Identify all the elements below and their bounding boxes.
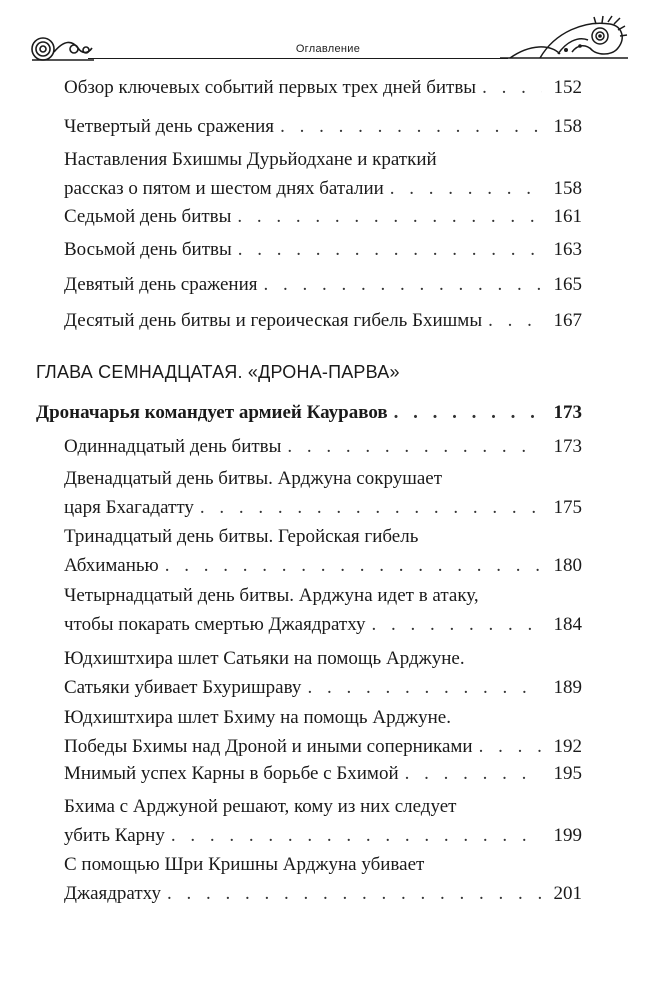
toc-entry-title: чтобы покарать смертью Джаядратху bbox=[64, 614, 366, 635]
toc-entry[interactable] bbox=[64, 522, 582, 580]
toc-entry-title: Абхиманью bbox=[64, 555, 159, 576]
toc-entry-title: Юдхиштхира шлет Бхиму на помощь Арджуне. bbox=[64, 707, 451, 728]
toc-entry-title: Победы Бхимы над Дроной и иными соперниками bbox=[64, 736, 473, 757]
dot-leader bbox=[165, 551, 542, 580]
chapter-heading[interactable]: ГЛАВА СЕМНАДЦАТАЯ. «ДРОНА-ПАРВА» bbox=[36, 362, 400, 382]
toc-page-number: 201 bbox=[553, 883, 582, 904]
toc-entry[interactable] bbox=[64, 202, 582, 231]
dot-leader bbox=[200, 493, 542, 522]
toc-section-entry[interactable] bbox=[36, 398, 582, 427]
toc-page-number: 199 bbox=[553, 825, 582, 846]
right-ornament-icon bbox=[500, 14, 628, 64]
running-head: Оглавление bbox=[295, 43, 361, 55]
dot-leader bbox=[238, 235, 542, 264]
toc-page-number: 167 bbox=[553, 310, 582, 331]
dot-leader bbox=[280, 112, 542, 141]
toc-entry-title: убить Карну bbox=[64, 825, 165, 846]
toc-entry-title: Джаядратху bbox=[64, 883, 161, 904]
dot-leader bbox=[482, 73, 542, 102]
toc-entry[interactable] bbox=[64, 270, 582, 299]
dot-leader bbox=[488, 306, 542, 335]
toc-entry[interactable] bbox=[64, 432, 582, 461]
toc-entry[interactable] bbox=[64, 73, 582, 102]
toc-entry[interactable] bbox=[64, 145, 582, 203]
toc-page-number: 175 bbox=[553, 497, 582, 518]
toc-entry-title: рассказ о пятом и шестом днях баталии bbox=[64, 178, 384, 199]
toc-page-number: 184 bbox=[553, 614, 582, 635]
toc-entry[interactable] bbox=[64, 644, 582, 702]
toc-entry-title: Бхима с Арджуной решают, кому из них следует bbox=[64, 796, 457, 817]
toc-page-number: 163 bbox=[553, 239, 582, 260]
toc-entry-title: Одиннадцатый день битвы bbox=[64, 436, 282, 457]
toc-page-number: 195 bbox=[553, 763, 582, 784]
dot-leader bbox=[405, 759, 542, 788]
toc-page-number: 180 bbox=[553, 555, 582, 576]
toc-entry-title: Сатьяки убивает Бхуришраву bbox=[64, 677, 302, 698]
toc-page-number: 165 bbox=[553, 274, 582, 295]
toc-entry[interactable] bbox=[64, 703, 582, 761]
dot-leader bbox=[264, 270, 542, 299]
toc-entry-title: Десятый день битвы и героическая гибель Бхишмы bbox=[64, 310, 483, 331]
toc-entry[interactable] bbox=[64, 850, 582, 908]
dot-leader bbox=[237, 202, 542, 231]
toc-entry-title: С помощью Шри Кришны Арджуна убивает bbox=[64, 854, 425, 875]
toc-entry[interactable] bbox=[64, 306, 582, 335]
dot-leader bbox=[287, 432, 542, 461]
header-rule bbox=[88, 58, 508, 59]
dot-leader bbox=[171, 821, 542, 850]
toc-entry[interactable] bbox=[64, 581, 582, 639]
toc-page-number: 161 bbox=[553, 206, 582, 227]
dot-leader bbox=[390, 174, 542, 203]
toc-entry-title: Четвертый день сражения bbox=[64, 116, 275, 137]
toc-entry-title: Юдхиштхира шлет Сатьяки на помощь Арджуне. bbox=[64, 648, 465, 669]
dot-leader bbox=[479, 732, 542, 761]
toc-page-number: 189 bbox=[553, 677, 582, 698]
toc-entry-title: Четырнадцатый день битвы. Арджуна идет в атаку, bbox=[64, 585, 479, 606]
toc-entry-title: Девятый день сражения bbox=[64, 274, 258, 295]
toc-entry-title: Обзор ключевых событий первых трех дней битвы bbox=[64, 77, 477, 98]
toc-entry[interactable] bbox=[64, 112, 582, 141]
toc-page-number: 173 bbox=[553, 402, 582, 423]
toc-entry-title: Наставления Бхишмы Дурьйодхане и краткий bbox=[64, 149, 437, 170]
dot-leader bbox=[394, 398, 542, 427]
dot-leader bbox=[167, 879, 542, 908]
toc-section-title: Дроначарья командует армией Кауравов bbox=[36, 402, 388, 423]
toc-entry-title: Восьмой день битвы bbox=[64, 239, 232, 260]
toc-entry-title: Мнимый успех Карны в борьбе с Бхимой bbox=[64, 763, 399, 784]
toc-entry-title: Тринадцатый день битвы. Геройская гибель bbox=[64, 526, 419, 547]
dot-leader bbox=[307, 673, 542, 702]
toc-entry[interactable] bbox=[64, 235, 582, 264]
toc-entry-title: Двенадцатый день битвы. Арджуна сокрушает bbox=[64, 468, 443, 489]
dot-leader bbox=[372, 610, 543, 639]
toc-page-number: 192 bbox=[553, 736, 582, 757]
toc-entry[interactable] bbox=[64, 759, 582, 788]
page-header bbox=[28, 14, 628, 72]
toc-entry[interactable] bbox=[64, 464, 582, 522]
toc-page-number: 173 bbox=[553, 436, 582, 457]
toc-page-number: 158 bbox=[553, 178, 582, 199]
toc-entry-title: Седьмой день битвы bbox=[64, 206, 232, 227]
toc-entry[interactable] bbox=[64, 792, 582, 850]
toc-page-number: 152 bbox=[553, 77, 582, 98]
toc-page-number: 158 bbox=[553, 116, 582, 137]
toc-entry-title: царя Бхагадатту bbox=[64, 497, 194, 518]
